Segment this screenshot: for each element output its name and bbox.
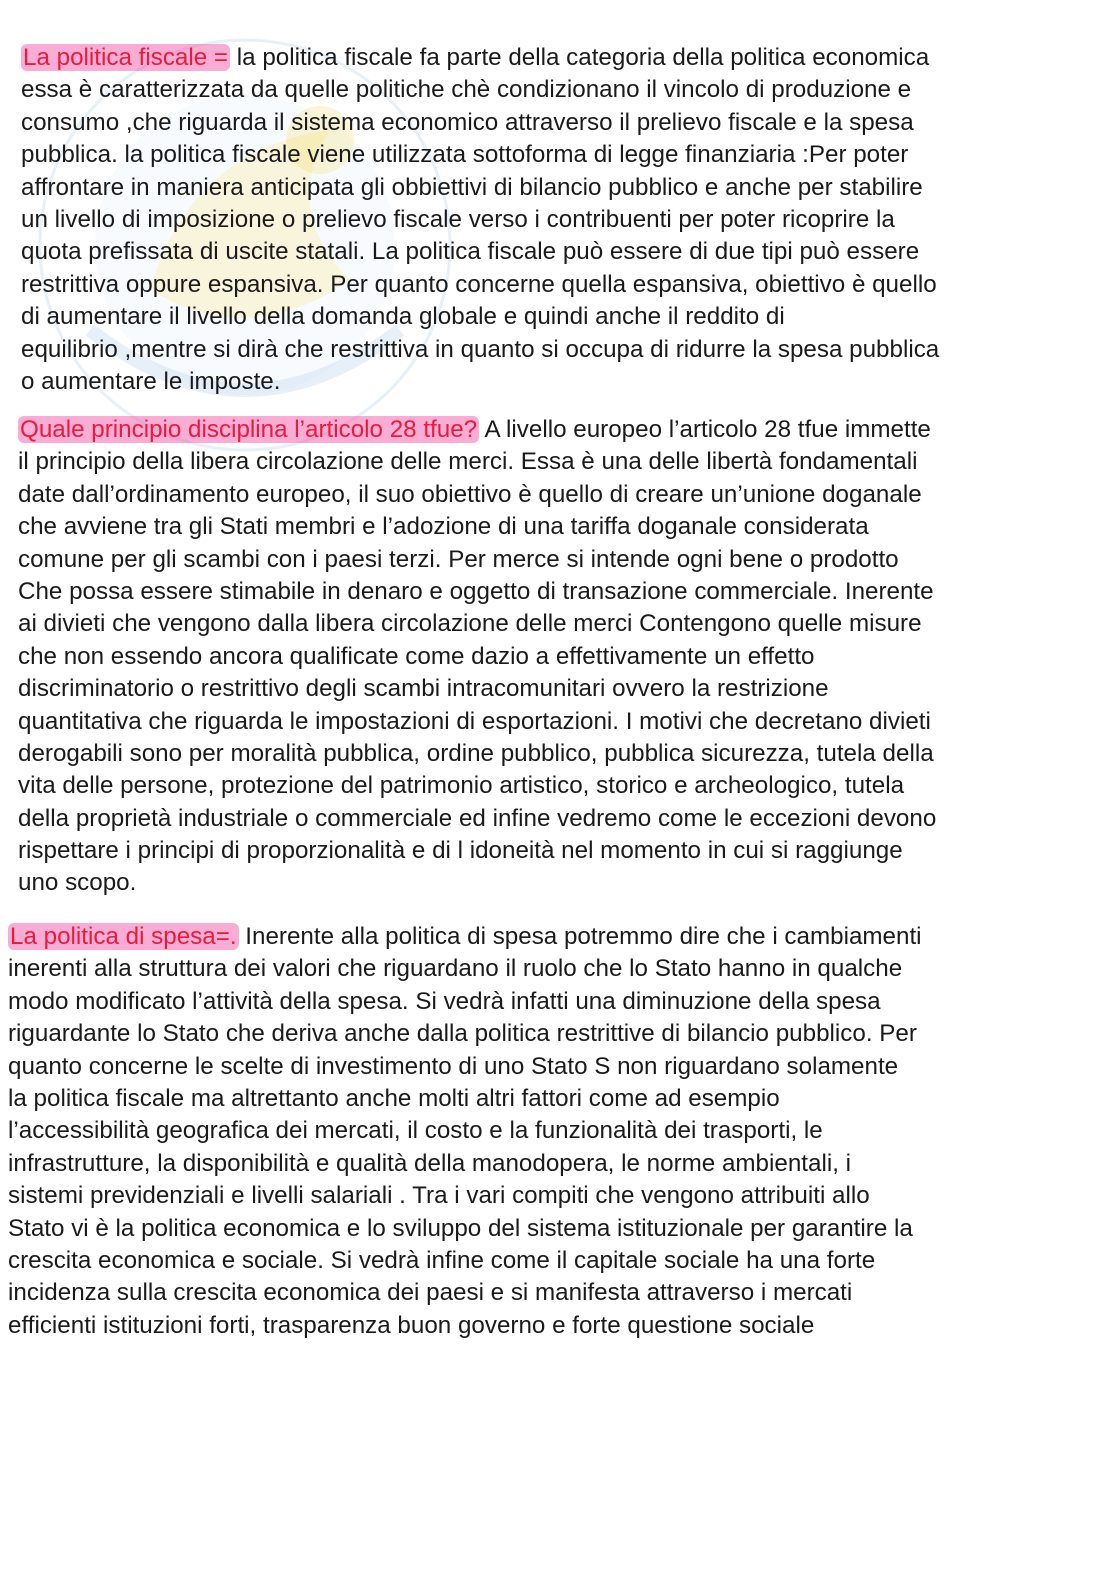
text-line: La politica fiscale = la politica fiscale fa parte della categoria della politica economica xyxy=(23,44,930,71)
text-line: che avviene tra gli Stati membri e l’adozione di una tariffa doganale considerata xyxy=(18,513,869,541)
text-line: uno scopo. xyxy=(18,869,137,897)
text-line: che non essendo ancora qualificate come dazio a effettivamente un effetto xyxy=(18,642,815,670)
text-line: Quale principio disciplina l’articolo 28 tfue? A livello europeo l’articolo 28 tfue immette xyxy=(20,416,931,443)
text-line: quantitativa che riguarda le impostazioni di esportazioni. I motivi che decretano divieti xyxy=(18,707,931,735)
text-line: ai divieti che vengono dalla libera circolazione delle merci Contengono quelle misure xyxy=(18,610,922,638)
text-line: della proprietà industriale o commerciale ed infine vedremo come le eccezioni devono xyxy=(18,804,937,832)
text-line: quota prefissata di uscite statali. La politica fiscale può essere di due tipi può essere xyxy=(21,238,920,266)
section-spending-policy xyxy=(8,921,922,1342)
text-line: vita delle persone, protezione del patrimonio artistico, storico e archeologico, tutela xyxy=(18,772,905,800)
section-fiscal-policy xyxy=(21,42,939,398)
text-line: un livello di imposizione o prelievo fiscale verso i contribuenti per poter ricoprire la xyxy=(21,205,895,233)
text-line: efficienti istituzioni forti, trasparenza buon governo e forte questione sociale xyxy=(8,1311,815,1339)
text-line: di aumentare il livello della domanda globale e quindi anche il reddito di xyxy=(21,303,785,331)
text-line: quanto concerne le scelte di investimento di uno Stato S non riguardano solamente xyxy=(8,1052,899,1080)
text-line: l’accessibilità geografica dei mercati, il costo e la funzionalità dei trasporti, le xyxy=(8,1117,823,1145)
text-line: il principio della libera circolazione delle merci. Essa è una delle libertà fondamentali xyxy=(18,448,918,476)
text-line: crescita economica e sociale. Si vedrà infine come il capitale sociale ha una forte xyxy=(8,1246,876,1274)
text-line: derogabili sono per moralità pubblica, ordine pubblico, pubblica sicurezza, tutela della xyxy=(18,739,934,767)
text-line: equilibrio ,mentre si dirà che restrittiva in quanto si occupa di ridurre la spesa pubblica xyxy=(21,335,940,363)
section-heading-spending-policy: La politica di spesa=. xyxy=(10,923,237,950)
section-heading-fiscal-policy: La politica fiscale = xyxy=(23,44,229,71)
text-line: modo modificato l’attività della spesa. Si vedrà infatti una diminuzione della spesa xyxy=(8,987,881,1015)
text-line: infrastrutture, la disponibilità e qualità della manodopera, le norme ambientali, i xyxy=(8,1149,852,1177)
text-line: essa è caratterizzata da quelle politiche chè condizionano il vincolo di produzione e xyxy=(21,76,912,104)
text-line: Che possa essere stimabile in denaro e oggetto di transazione commerciale. Inerente xyxy=(18,577,934,605)
text-line: riguardante lo Stato che deriva anche dalla politica restrittive di bilancio pubblico. Per xyxy=(8,1020,917,1048)
text-line: Stato vi è la politica economica e lo sviluppo del sistema istituzionale per garantire la xyxy=(8,1214,913,1242)
text-line: inerenti alla struttura dei valori che riguardano il ruolo che lo Stato hanno in qualche xyxy=(8,955,903,983)
section-heading-article-28: Quale principio disciplina l’articolo 28 tfue? xyxy=(20,416,478,443)
text-line: sistemi previdenziali e livelli salariali . Tra i vari compiti che vengono attribuiti allo xyxy=(8,1182,870,1210)
text-line: o aumentare le imposte. xyxy=(21,367,281,395)
text-line: La politica di spesa=. Inerente alla politica di spesa potremmo dire che i cambiamenti xyxy=(10,923,922,950)
text-line: la politica fiscale ma altrettanto anche molti altri fattori come ad esempio xyxy=(8,1084,780,1112)
text-line: affrontare in maniera anticipata gli obbiettivi di bilancio pubblico e anche per stabilire xyxy=(21,173,923,201)
text-line: restrittiva oppure espansiva. Per quanto concerne quella espansiva, obiettivo è quello xyxy=(21,270,937,298)
text-line: date dall’ordinamento europeo, il suo obiettivo è quello di creare un’unione doganale xyxy=(18,480,922,508)
section-article-28-tfue xyxy=(18,414,936,900)
text-line: comune per gli scambi con i paesi terzi. Per merce si intende ogni bene o prodotto xyxy=(18,545,899,573)
text-line: discriminatorio o restrittivo degli scambi intracomunitari ovvero la restrizione xyxy=(18,675,829,703)
text-line: incidenza sulla crescita economica dei paesi e si manifesta attraverso i mercati xyxy=(8,1279,853,1307)
text-line: consumo ,che riguarda il sistema economico attraverso il prelievo fiscale e la spesa xyxy=(21,108,914,136)
text-line: pubblica. la politica fiscale viene utilizzata sottoforma di legge finanziaria :Per poter xyxy=(21,141,909,169)
text-line: rispettare i principi di proporzionalità e di l idoneità nel momento in cui si raggiunge xyxy=(18,837,903,865)
